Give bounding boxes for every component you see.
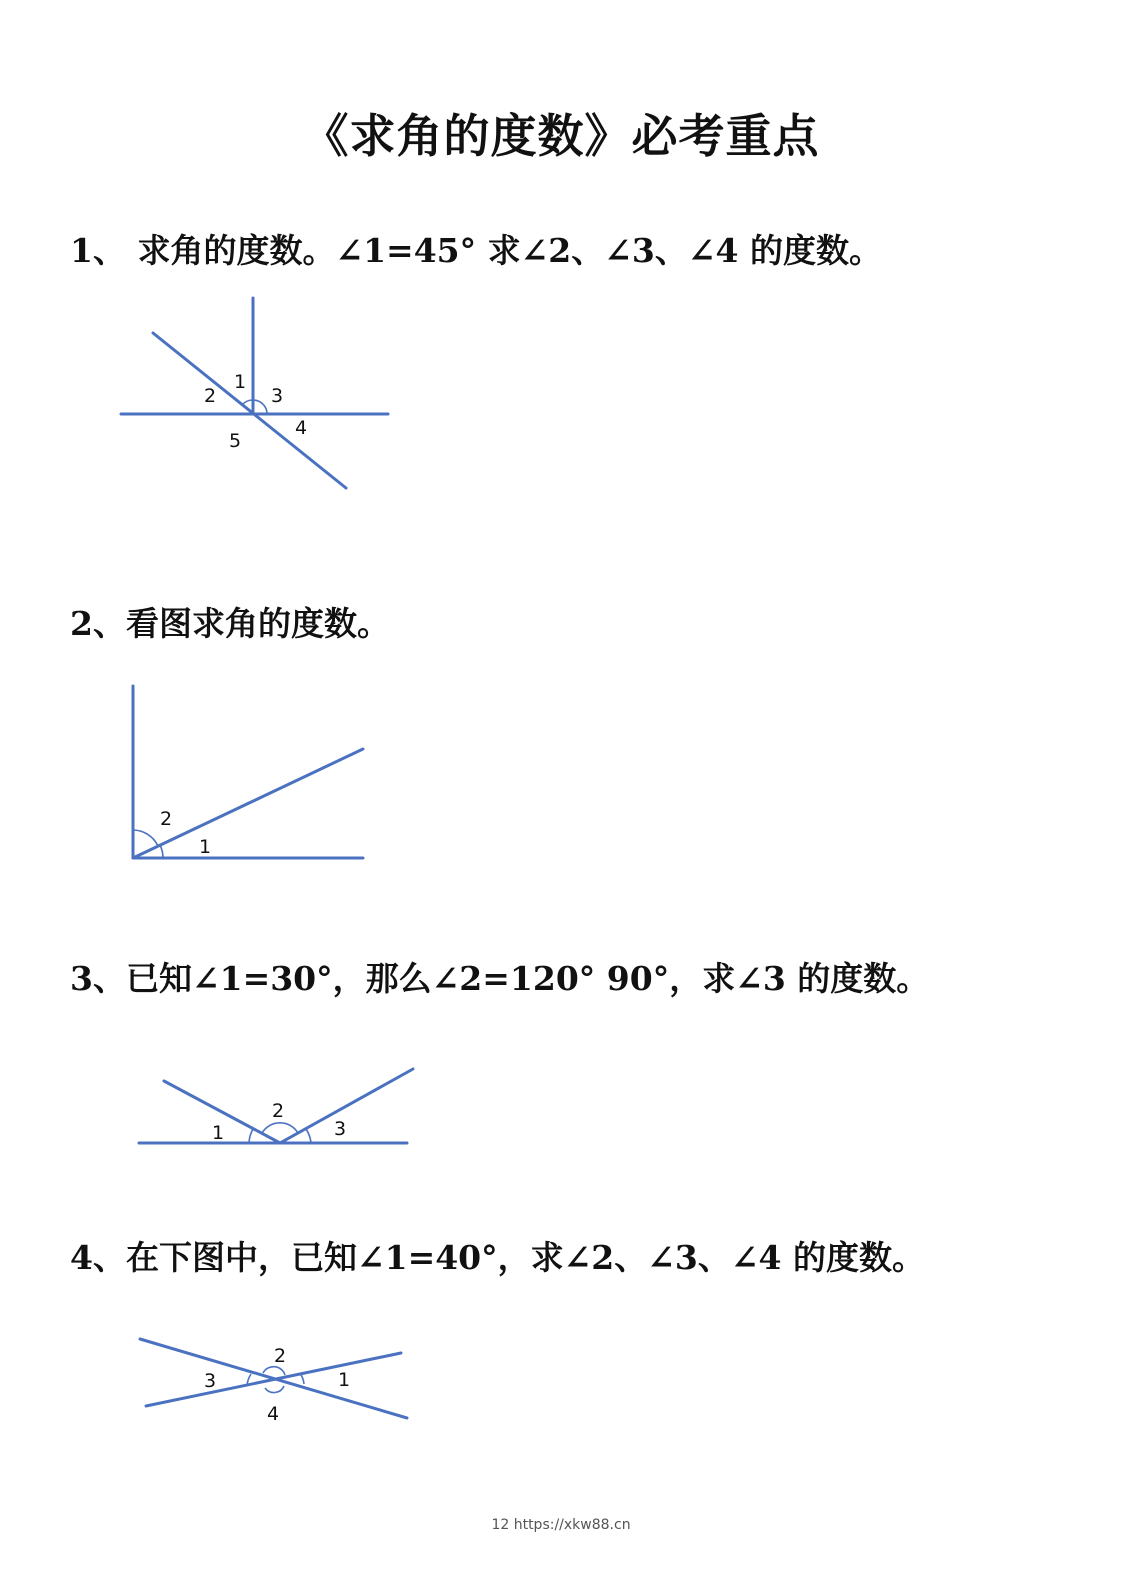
fig4-label-4: 4: [267, 1403, 280, 1425]
question-3-text: 3、已知∠1=30°，那么∠2=120° 90°，求∠3 的度数。: [70, 959, 930, 998]
fig3-angle-3-arc: [306, 1129, 311, 1143]
fig4-angle-2-arc: [263, 1367, 285, 1375]
page-title: 《求角的度数》必考重点: [302, 109, 820, 163]
question-2-text: 2、看图求角的度数。: [70, 604, 390, 643]
fig1-label-5: 5: [229, 430, 242, 452]
fig1-label-1: 1: [234, 371, 247, 393]
fig4-label-1: 1: [338, 1369, 351, 1391]
fig2-label-1: 1: [199, 836, 212, 858]
figure-2: [133, 686, 363, 858]
question-1-text: 1、 求角的度数。∠1=45° 求∠2、∠3、∠4 的度数。: [70, 231, 882, 270]
figure-3: [139, 1069, 413, 1144]
fig1-label-4: 4: [295, 417, 308, 439]
fig3-angle-2-arc: [262, 1123, 298, 1133]
fig1-diagonal-line: [153, 333, 346, 488]
page-footer: 12 https://xkw88.cn: [491, 1517, 631, 1533]
fig3-right-ray: [280, 1069, 413, 1143]
fig2-angle-1-arc: [160, 845, 163, 858]
fig1-angle-3-arc: [253, 400, 267, 414]
fig4-label-3: 3: [204, 1370, 217, 1392]
fig3-label-3: 3: [334, 1118, 347, 1140]
fig1-angle-1-arc: [242, 400, 253, 405]
fig2-label-2: 2: [160, 808, 173, 830]
fig3-angle-1-arc: [249, 1129, 253, 1143]
fig3-label-2: 2: [272, 1100, 285, 1122]
fig2-angle-2-arc: [133, 830, 158, 846]
question-4-text: 4、在下图中，已知∠1=40°，求∠2、∠3、∠4 的度数。: [70, 1238, 925, 1277]
figure-4: [140, 1339, 407, 1425]
fig4-label-2: 2: [274, 1345, 287, 1367]
figure-1: [121, 298, 388, 488]
fig1-label-3: 3: [271, 385, 284, 407]
fig4-angle-4-arc: [265, 1386, 284, 1393]
fig2-slanted-line: [133, 749, 363, 858]
fig3-label-1: 1: [212, 1122, 225, 1144]
fig1-label-2: 2: [204, 385, 217, 407]
